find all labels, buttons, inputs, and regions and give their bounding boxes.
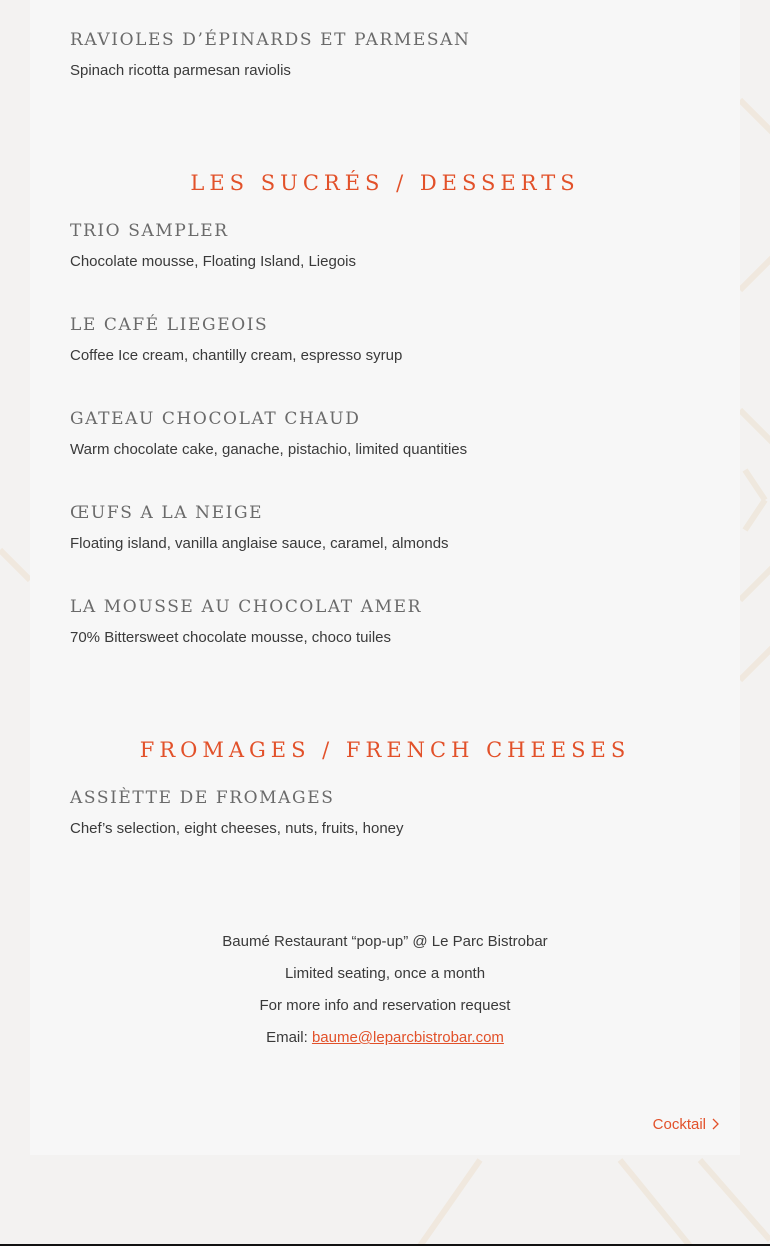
next-page-link-cocktail[interactable] [653,1116,720,1133]
item-description: Chocolate mousse, Floating Island, Liegois [70,253,356,270]
item-description: Spinach ricotta parmesan raviolis [70,62,291,79]
menu-item [70,503,449,553]
item-name: GATEAU CHOCOLAT CHAUD [70,409,361,429]
item-description: 70% Bittersweet chocolate mousse, choco tuiles [70,629,391,646]
chevron-right-icon [712,1118,720,1132]
email-link[interactable]: baume@leparcbistrobar.com [311,1029,504,1046]
email-label: Email: [266,1029,308,1046]
item-name: LE CAFÉ LIEGEOIS [70,315,269,335]
footer-line-venue: Baumé Restaurant “pop-up” @ Le Parc Bistrobar [222,933,548,950]
menu-item [70,30,470,80]
footer-line-email [30,1022,740,1054]
menu-item [70,409,467,459]
footer-line-seating: Limited seating, once a month [284,965,486,982]
section-title-cheeses: FROMAGES / FRENCH CHEESES [139,738,631,762]
item-name: ASSIÈTTE DE FROMAGES [70,788,335,808]
item-name: TRIO SAMPLER [70,221,229,241]
menu-item [70,788,404,838]
menu-item [70,597,422,647]
menu-item [70,221,356,271]
section-title-desserts: LES SUCRÉS / DESSERTS [190,171,580,195]
footer-line-info: For more info and reservation request [259,997,511,1014]
item-description: Coffee Ice cream, chantilly cream, espresso syrup [70,347,403,364]
item-description: Floating island, vanilla anglaise sauce, caramel, almonds [70,535,449,552]
item-description: Chef’s selection, eight cheeses, nuts, fruits, honey [70,820,404,837]
footer-info [30,926,740,1054]
next-link-label: Cocktail [652,1116,706,1133]
item-name: RAVIOLES D’ÉPINARDS ET PARMESAN [70,30,471,50]
item-name: ŒUFS A LA NEIGE [70,503,264,523]
menu-item [70,315,402,365]
item-description: Warm chocolate cake, ganache, pistachio, limited quantities [70,441,468,458]
item-name: LA MOUSSE AU CHOCOLAT AMER [70,597,423,617]
